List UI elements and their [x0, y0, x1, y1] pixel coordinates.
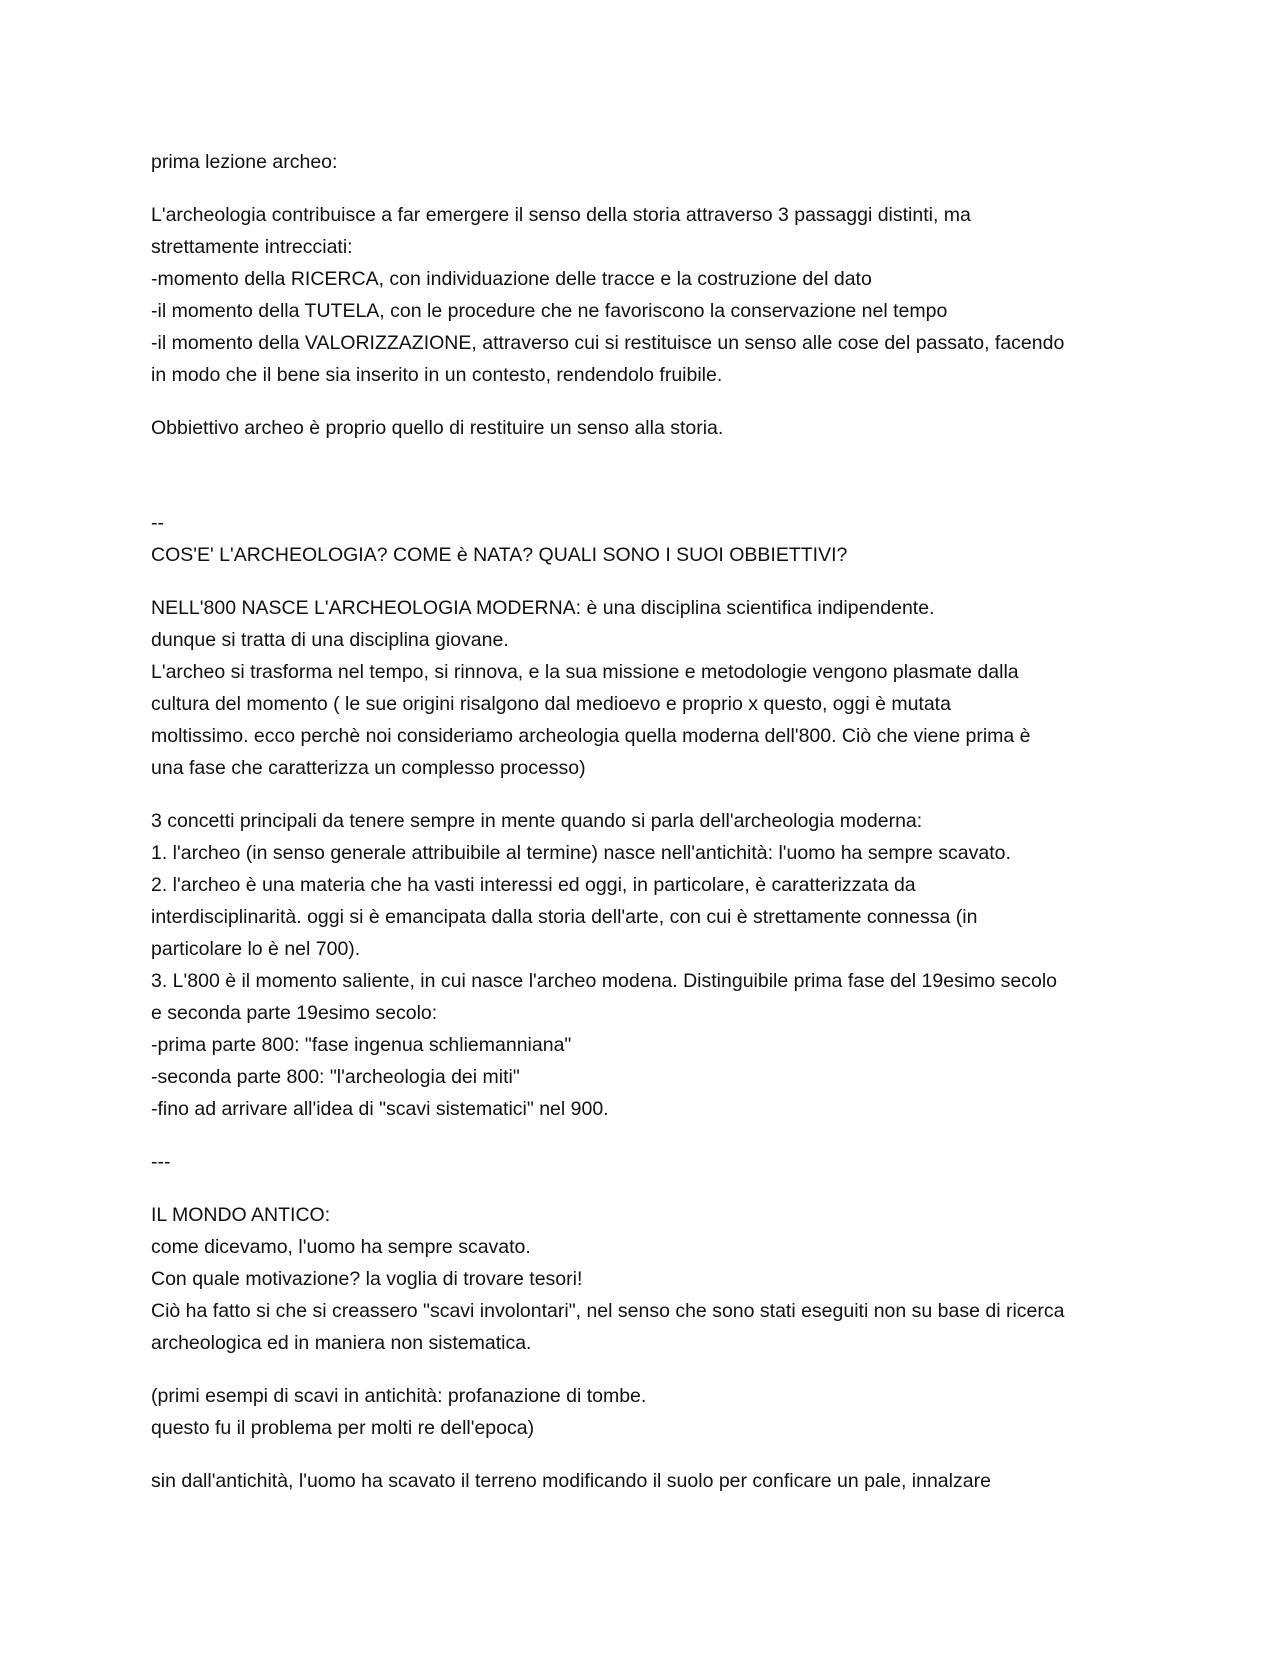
blank-spacer: [151, 465, 1131, 507]
list-item: 3. L'800 è il momento saliente, in cui nasce l'archeo modena. Distinguibile prima fase del 19esimo secolo: [151, 970, 1058, 992]
text-line: strettamente intrecciati:: [151, 236, 353, 258]
text-line: una fase che caratterizza un complesso processo): [151, 757, 586, 779]
paragraph-antiquity: [151, 1465, 1131, 1497]
paragraph-ancient-world: [151, 1199, 1131, 1359]
text-line: L'archeo si trasforma nel tempo, si rinnova, e la sua missione e metodologie vengono plasmate dalla: [151, 661, 1019, 683]
text-line: L'archeologia contribuisce a far emergere il senso della storia attraverso 3 passaggi distinti, ma: [151, 204, 971, 226]
section-heading: COS'E' L'ARCHEOLOGIA? COME è NATA? QUALI SONO I SUOI OBBIETTIVI?: [151, 544, 848, 566]
text-line: -il momento della TUTELA, con le procedure che ne favoriscono la conservazione nel tempo: [151, 300, 948, 322]
list-item: 1. l'archeo (in senso generale attribuibile al termine) nasce nell'antichità: l'uomo ha sempre scavato.: [151, 842, 1011, 864]
paragraph-three-concepts: [151, 805, 1131, 1125]
list-item: -seconda parte 800: "l'archeologia dei miti": [151, 1066, 520, 1088]
list-item: -fino ad arrivare all'idea di "scavi sistematici" nel 900.: [151, 1098, 609, 1120]
separator-line: --: [151, 512, 164, 534]
text-line: dunque si tratta di una disciplina giovane.: [151, 629, 509, 651]
paragraph-intro: [151, 199, 1131, 391]
text-line: NELL'800 NASCE L'ARCHEOLOGIA MODERNA: è una disciplina scientifica indipendente.: [151, 597, 935, 619]
paragraph-section-heading: [151, 507, 1131, 571]
list-item: -prima parte 800: "fase ingenua schliemanniana": [151, 1034, 572, 1056]
text-line: -il momento della VALORIZZAZIONE, attraverso cui si restituisce un senso alle cose del passato, facendo: [151, 332, 1065, 354]
text-line: interdisciplinarità. oggi si è emancipata dalla storia dell'arte, con cui è strettamente connessa (in: [151, 906, 978, 928]
text-line: questo fu il problema per molti re dell'epoca): [151, 1417, 535, 1439]
text-line: prima lezione archeo:: [151, 151, 338, 173]
text-line: particolare lo è nel 700).: [151, 938, 361, 960]
separator-line: ---: [151, 1151, 171, 1173]
text-line: cultura del momento ( le sue origini risalgono dal medioevo e proprio x questo, oggi è mutata: [151, 693, 951, 715]
paragraph-modern-archaeology: [151, 592, 1131, 784]
text-line: archeologica ed in maniera non sistematica.: [151, 1332, 532, 1354]
text-line: moltissimo. ecco perchè noi consideriamo archeologia quella moderna dell'800. Ciò che viene prima è: [151, 725, 1031, 747]
text-line: -momento della RICERCA, con individuazione delle tracce e la costruzione del dato: [151, 268, 872, 290]
text-line: (primi esempi di scavi in antichità: profanazione di tombe.: [151, 1385, 647, 1407]
section-heading: IL MONDO ANTICO:: [151, 1204, 331, 1226]
text-line: in modo che il bene sia inserito in un contesto, rendendolo fruibile.: [151, 364, 723, 386]
text-line: 3 concetti principali da tenere sempre in mente quando si parla dell'archeologia moderna:: [151, 810, 923, 832]
document-page: [151, 146, 1131, 1518]
text-line: Ciò ha fatto si che si creassero "scavi involontari", nel senso che sono stati eseguiti non su base di ricerca: [151, 1300, 1065, 1322]
text-line: Obbiettivo archeo è proprio quello di restituire un senso alla storia.: [151, 417, 724, 439]
paragraph-title: [151, 146, 1131, 178]
paragraph-objective: [151, 412, 1131, 444]
text-line: sin dall'antichità, l'uomo ha scavato il terreno modificando il suolo per conficare un pale, innalzare: [151, 1470, 991, 1492]
paragraph-separator: [151, 1146, 1131, 1178]
text-line: come dicevamo, l'uomo ha sempre scavato.: [151, 1236, 531, 1258]
paragraph-examples: [151, 1380, 1131, 1444]
text-line: e seconda parte 19esimo secolo:: [151, 1002, 438, 1024]
list-item: 2. l'archeo è una materia che ha vasti interessi ed oggi, in particolare, è caratterizzata da: [151, 874, 916, 896]
text-line: Con quale motivazione? la voglia di trovare tesori!: [151, 1268, 583, 1290]
